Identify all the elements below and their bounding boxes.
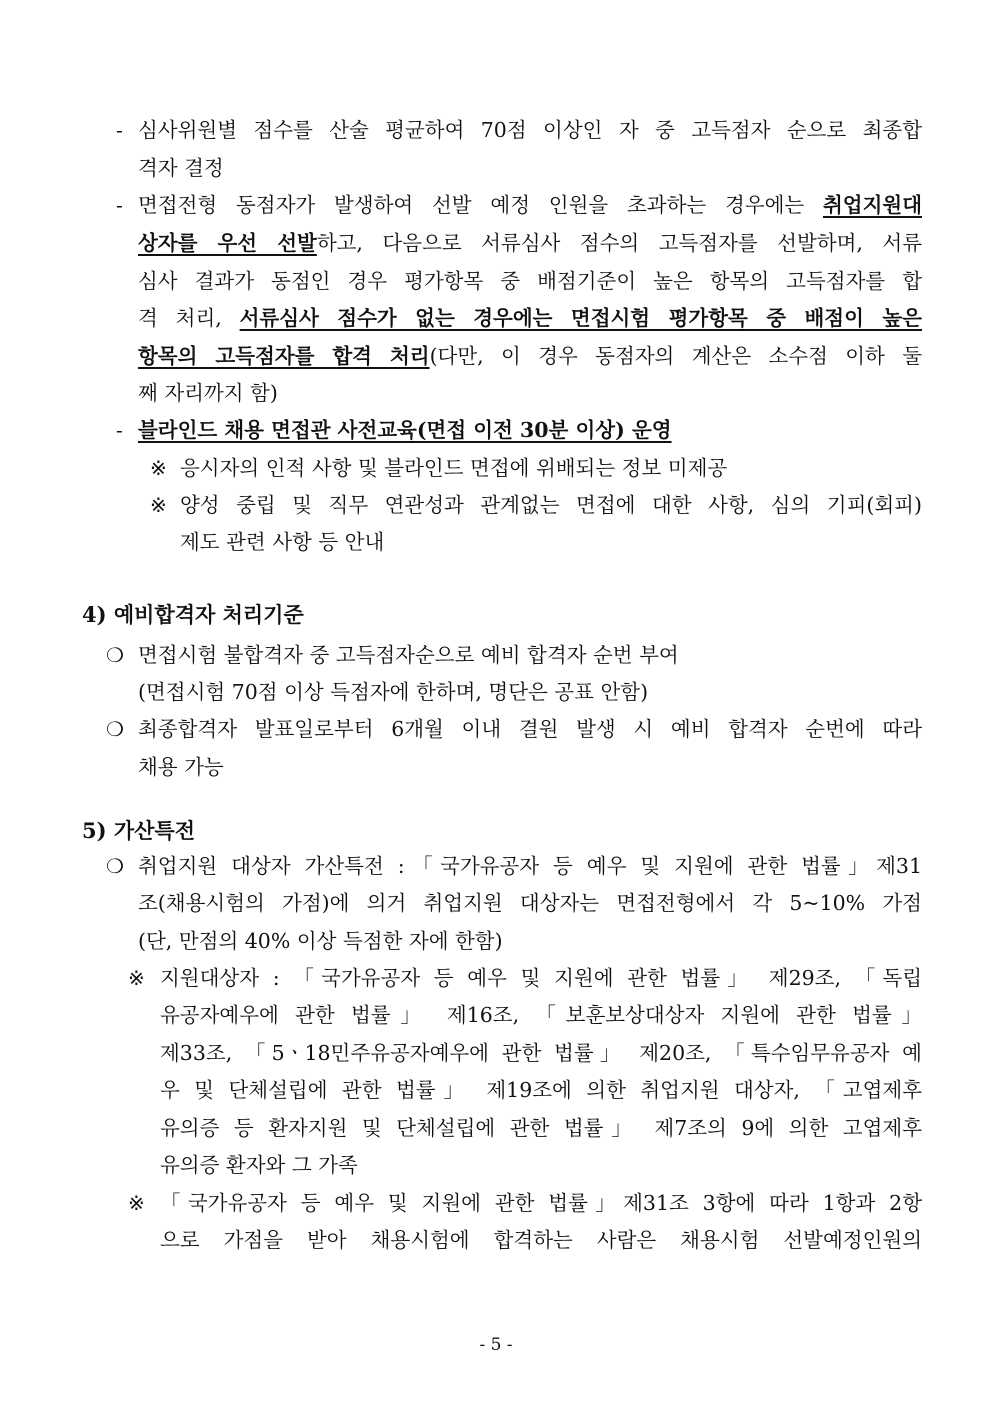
s5-note-1-line-1: 지원대상자 : 「국가유공자 등 예우 및 지원에 관한 법률」 제29조, 「독립	[160, 966, 922, 990]
s5-note-2-line-1: 「국가유공자 등 예우 및 지원에 관한 법률」제31조 3항에 따라 1항과 2항	[160, 1191, 922, 1215]
p2-emphasis-pass: 항목의 고득점자를 합격 처리	[138, 344, 430, 368]
dash-marker: -	[116, 118, 123, 142]
s5-bullet-1-line-1: 취업지원 대상자 가산특전 :「국가유공자 등 예우 및 지원에 관한 법률」제31	[138, 854, 922, 878]
s4-bullet-1-line-1: 면접시험 불합격자 중 고득점자순으로 예비 합격자 순번 부여	[138, 643, 679, 667]
p2-line-5	[138, 337, 922, 375]
s4-bullet-2-line-1: 최종합격자 발표일로부터 6개월 이내 결원 발생 시 예비 합격자 순번에 따라	[138, 717, 922, 741]
p2-line-2	[138, 224, 922, 262]
p2-line-4-text: 격 처리,	[138, 306, 240, 330]
s5-note-1-line-6: 유의증 환자와 그 가족	[160, 1153, 358, 1177]
circle-bullet: ❍	[106, 717, 124, 741]
s5-note-1-line-3: 제33조, 「5ㆍ18민주유공자예우에 관한 법률」 제20조, 「특수임무유공자 예	[160, 1041, 922, 1065]
page-number: - 5 -	[479, 1335, 513, 1355]
note-marker: ※	[150, 456, 167, 480]
p3-note-1: 응시자의 인적 사항 및 블라인드 면접에 위배되는 정보 미제공	[180, 456, 728, 480]
p2-line-1-text: 면접전형 동점자가 발생하여 선발 예정 인원을 초과하는 경우에는	[138, 193, 823, 217]
s4-bullet-1-line-2: (면접시험 70점 이상 득점자에 한하며, 명단은 공표 안함)	[138, 680, 649, 704]
p2-line-5-text: (다만, 이 경우 동점자의 계산은 소수점 이하 둘	[429, 344, 922, 368]
p2-line-1	[138, 186, 922, 224]
s5-note-1-line-4: 우 및 단체설립에 관한 법률」 제19조에 의한 취업지원 대상자, 「고엽제후	[160, 1078, 922, 1102]
s4-bullet-2-line-2: 채용 가능	[138, 755, 224, 779]
p2-line-6: 째 자리까지 함)	[138, 381, 278, 405]
s5-bullet-1-line-3: (단, 만점의 40% 이상 득점한 자에 한함)	[138, 929, 503, 953]
section-5-heading: 5) 가산특전	[82, 818, 196, 843]
s5-note-1-line-5: 유의증 등 환자지원 및 단체설립에 관한 법률」 제7조의 9에 의한 고엽제후	[160, 1116, 922, 1140]
dash-marker: -	[116, 418, 123, 442]
circle-bullet: ❍	[106, 643, 124, 667]
circle-bullet: ❍	[106, 854, 124, 878]
note-marker: ※	[150, 493, 167, 517]
p1-line-1: 심사위원별 점수를 산술 평균하여 70점 이상인 자 중 고득점자 순으로 최종합	[138, 118, 922, 142]
section-4-heading: 4) 예비합격자 처리기준	[82, 602, 304, 627]
p2-line-3: 심사 결과가 동점인 경우 평가항목 중 배점기준이 높은 항목의 고득점자를 합	[138, 269, 922, 293]
p3-line-1: 블라인드 채용 면접관 사전교육(면접 이전 30분 이상) 운영	[138, 418, 672, 442]
p2-emphasis-priority: 취업지원대	[822, 193, 922, 217]
note-marker: ※	[128, 966, 145, 990]
p2-line-4	[138, 299, 922, 337]
p2-emphasis-select: 상자를 우선 선발	[138, 231, 317, 255]
dash-marker: -	[116, 193, 123, 217]
p3-note-2-line-2: 제도 관련 사항 등 안내	[180, 530, 385, 554]
p1-line-2: 격자 결정	[138, 156, 224, 180]
s5-note-2-line-2: 으로 가점을 받아 채용시험에 합격하는 사람은 채용시험 선발예정인원의	[160, 1228, 922, 1252]
p2-line-2-text: 하고, 다음으로 서류심사 점수의 고득점자를 선발하며, 서류	[316, 231, 922, 255]
s5-bullet-1-line-2: 조(채용시험의 가점)에 의거 취업지원 대상자는 면접전형에서 각 5~10% 가점	[138, 891, 922, 915]
p3-note-2-line-1: 양성 중립 및 직무 연관성과 관계없는 면접에 대한 사항, 심의 기피(회피)	[180, 493, 922, 517]
note-marker: ※	[128, 1191, 145, 1215]
s5-note-1-line-2: 유공자예우에 관한 법률」 제16조, 「보훈보상대상자 지원에 관한 법률」	[160, 1003, 922, 1027]
p2-emphasis-no-score: 서류심사 점수가 없는 경우에는 면접시험 평가항목 중 배점이 높은	[239, 306, 922, 330]
